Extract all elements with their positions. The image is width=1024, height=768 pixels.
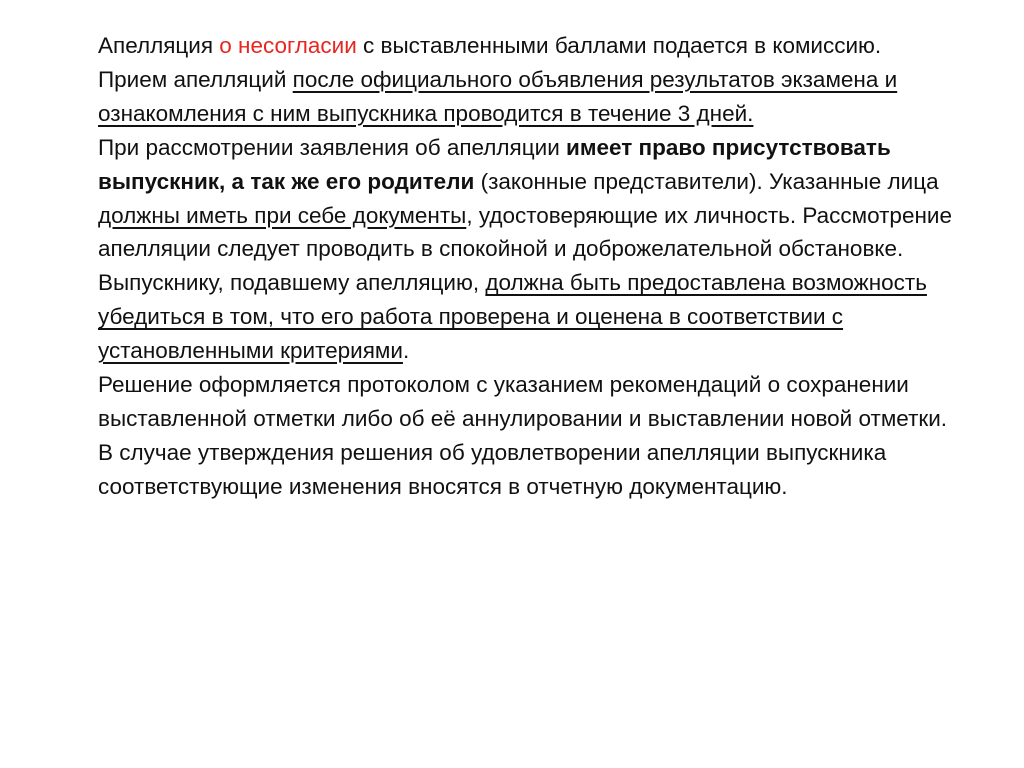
text-run: с выставленными баллами подается в комиссию.	[356, 33, 882, 58]
highlighted-phrase: о несогласии	[219, 33, 357, 58]
underlined-phrase: должны иметь при себе документы	[98, 202, 467, 228]
text-run: В случае утверждения решения об удовлетворении апелляции выпускника соответствующие изменения вносятся в отчетную документацию.	[98, 439, 887, 499]
underlined-phrase: после официального объявления результатов экзамена и ознакомления с ним выпускника проводится в течение 3 дней.	[98, 66, 898, 126]
paragraph-appeal-submission	[98, 29, 1003, 63]
bold-phrase: имеет право присутствовать выпускник, а так же его родители	[98, 134, 891, 194]
text-run: Апелляция	[98, 33, 220, 58]
paragraph-appeal-reception	[98, 63, 1003, 131]
text-run: Прием апелляций	[98, 66, 293, 92]
text-run: , удостоверяющие их личность. Рассмотрение апелляции следует проводить в спокойной и доброжелательной обстановке. Выпускнику, подавшему апелляцию,	[98, 202, 952, 296]
text-run: При рассмотрении заявления об апелляции	[98, 134, 567, 160]
paragraph-decision	[98, 368, 1003, 436]
slide-body-text	[98, 29, 1003, 504]
text-run: Решение оформляется протоколом с указанием рекомендаций о сохранении выставленной отметки либо об её аннулировании и выставлении новой отметки.	[98, 372, 948, 431]
text-run: (законные представители). Указанные лица	[474, 168, 939, 194]
text-run: .	[402, 338, 410, 364]
paragraph-approval	[98, 436, 1003, 504]
underlined-phrase: должна быть предоставлена возможность убедиться в том, что его работа проверена и оценена в соответствии с установленными критериями	[98, 270, 927, 364]
paragraph-appeal-review	[98, 131, 1003, 368]
